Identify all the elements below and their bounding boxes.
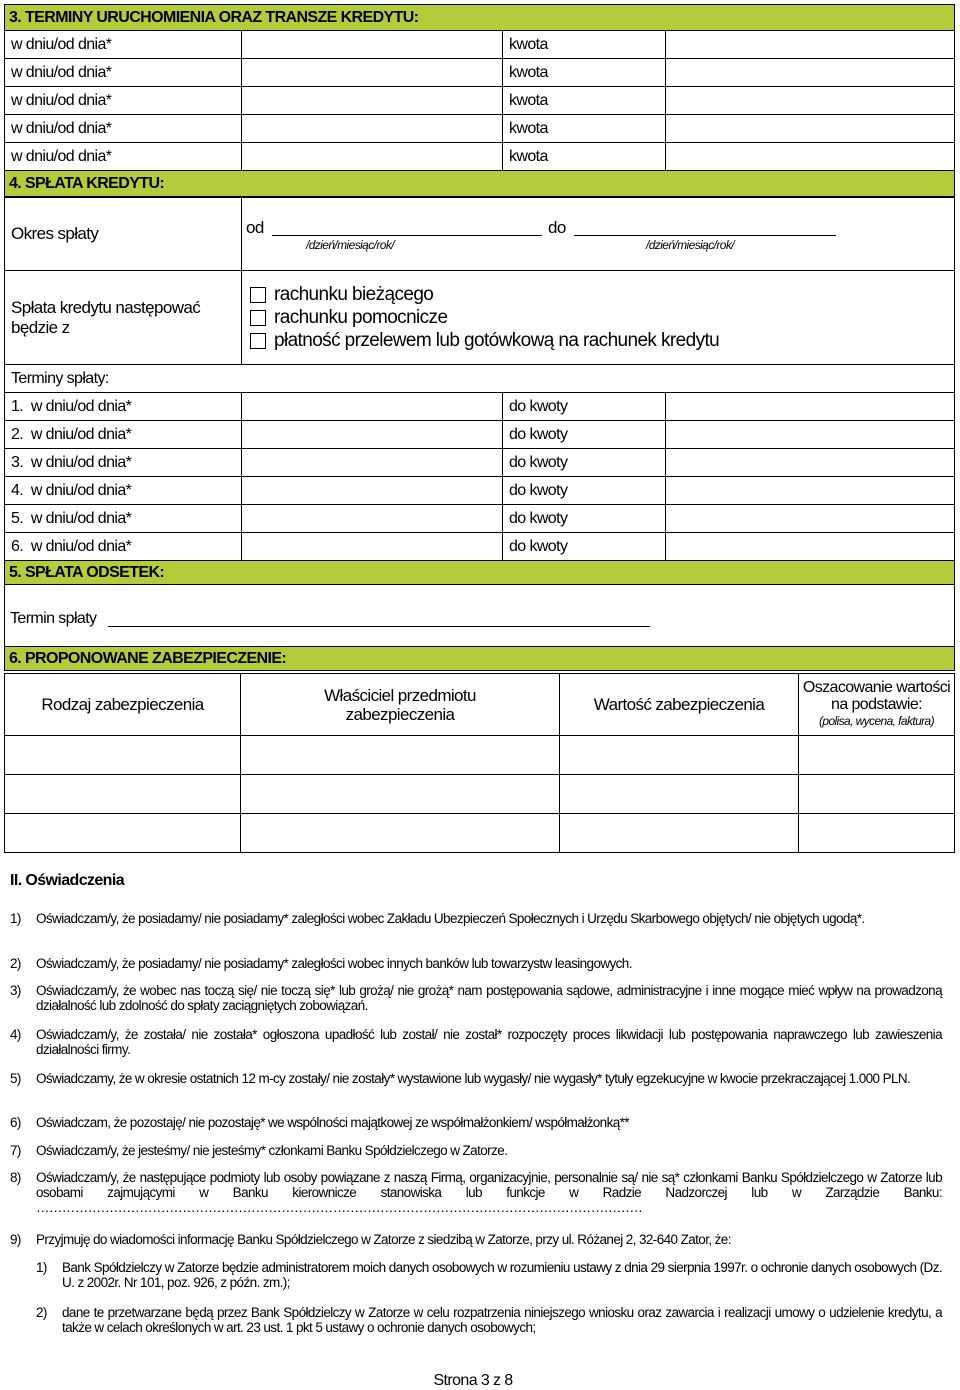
declaration-item: 8) Oświadczam/y, że następujące podmioty lub osoby powiązane z naszą Firmą, organizacyjnie, personalnie są/ nie są* członkami Banku Spółdzielczego w Zatorze lub osobami zajmującymi w Banku kierownicze stanowiska lub funkcje w Radzie Nadzorczej lub w Zarządzie Banku: …………………………………………………………………………………………………………………………… bbox=[10, 1170, 942, 1215]
tranche-amount-field[interactable] bbox=[666, 143, 955, 171]
declaration-item: 9) Przyjmuję do wiadomości informację Banku Spółdzielczego w Zatorze z siedzibą w Zatorze, przy ul. Różanej 2, 32-640 Zator, że: bbox=[10, 1232, 731, 1247]
option-auxiliary-account[interactable]: rachunku pomocnicze bbox=[250, 306, 954, 329]
declaration-item: 4) Oświadczam/y, że została/ nie została* ogłoszona upadłość lub został/ nie został* rozpoczęty proces likwidacji lub postępowania naprawczego lub zawieszenia działalności firmy. bbox=[10, 1027, 942, 1057]
declaration-item: 7) Oświadczam/y, że jesteśmy/ nie jesteśmy* członkami Banku Spółdzielczego w Zatorze. bbox=[10, 1143, 508, 1158]
collateral-cell[interactable] bbox=[560, 814, 799, 853]
section5-title: 5. SPŁATA ODSETEK: bbox=[5, 561, 955, 585]
col-collateral-type: Rodzaj zabezpieczenia bbox=[5, 674, 241, 736]
tranche-amount-field[interactable] bbox=[666, 115, 955, 143]
source-label: Spłata kredytu następować będzie z bbox=[5, 271, 242, 365]
term-row: 2. w dniu/od dnia* do kwoty bbox=[5, 421, 955, 449]
term-date-field[interactable] bbox=[242, 393, 503, 421]
interest-term-line[interactable] bbox=[108, 626, 650, 627]
tranche-amount-field[interactable] bbox=[666, 31, 955, 59]
period-fields bbox=[242, 198, 955, 271]
to-date-hint: /dzień/miesiąc/rok/ bbox=[646, 238, 734, 252]
declaration-subitem: 2) dane te przetwarzane będą przez Bank Spółdzielczy w Zatorze w celu rozpatrzenia niniejszego wniosku oraz zawarcia i realizacji umowy o udzielenie kredytu, a także w celach określonych w art. 23 ust. 1 pkt 5 ustawy o ochronie danych osobowych; bbox=[36, 1305, 942, 1335]
checkbox[interactable] bbox=[250, 333, 266, 349]
period-label: Okres spłaty bbox=[5, 198, 242, 271]
declaration-subitem: 1) Bank Spółdzielczy w Zatorze będzie administratorem moich danych osobowych w rozumieniu ustawy z dnia 29 sierpnia 1997r. o ochronie danych osobowych (Dz. U. z 2002r. Nr 101, poz. 926, z późn. zm.); bbox=[36, 1260, 942, 1290]
section6-title: 6. PROPONOWANE ZABEZPIECZENIE: bbox=[5, 647, 955, 671]
declarations-title: II. Oświadczenia bbox=[10, 872, 125, 889]
section3-table bbox=[4, 4, 955, 197]
source-options bbox=[242, 271, 955, 365]
term-date-field[interactable] bbox=[242, 449, 503, 477]
collateral-cell[interactable] bbox=[799, 775, 955, 814]
term-date-field[interactable] bbox=[242, 505, 503, 533]
tranche-date-field[interactable] bbox=[242, 87, 503, 115]
term-row: 3. w dniu/od dnia* do kwoty bbox=[5, 449, 955, 477]
col-valuation-basis: Oszacowanie wartości na podstawie: (polisa, wycena, faktura) bbox=[799, 674, 955, 736]
from-date-line[interactable] bbox=[272, 235, 542, 236]
term-amount-field[interactable] bbox=[666, 449, 955, 477]
section3-title: 3. TERMINY URUCHOMIENIA ORAZ TRANSZE KREDYTU: bbox=[5, 5, 955, 31]
tranche-row: w dniu/od dnia* kwota bbox=[5, 87, 955, 115]
collateral-cell[interactable] bbox=[5, 814, 241, 853]
collateral-cell[interactable] bbox=[560, 736, 799, 775]
collateral-cell[interactable] bbox=[241, 775, 560, 814]
collateral-cell[interactable] bbox=[241, 736, 560, 775]
interest-term-cell bbox=[5, 585, 955, 647]
term-row: 5. w dniu/od dnia* do kwoty bbox=[5, 505, 955, 533]
term-amount-field[interactable] bbox=[666, 421, 955, 449]
tranche-row: w dniu/od dnia* kwota bbox=[5, 31, 955, 59]
term-date-field[interactable] bbox=[242, 533, 503, 561]
page-number: Strona 3 z 8 bbox=[433, 1372, 513, 1389]
collateral-cell[interactable] bbox=[799, 736, 955, 775]
collateral-cell[interactable] bbox=[560, 775, 799, 814]
declaration-item: 6) Oświadczam, że pozostaję/ nie pozostaję* we wspólności majątkowej ze współmałżonkiem/ współmałżonką** bbox=[10, 1115, 629, 1130]
collateral-cell[interactable] bbox=[241, 814, 560, 853]
collateral-row bbox=[5, 814, 955, 853]
term-amount-field[interactable] bbox=[666, 477, 955, 505]
checkbox[interactable] bbox=[250, 310, 266, 326]
tranche-date-field[interactable] bbox=[242, 31, 503, 59]
checkbox[interactable] bbox=[250, 287, 266, 303]
term-row: 6. w dniu/od dnia* do kwoty bbox=[5, 533, 955, 561]
to-label: do bbox=[548, 218, 566, 237]
declaration-item: 3) Oświadczam/y, że wobec nas toczą się/ nie toczą się* lub grożą/ nie grożą* nam postępowania sądowe, administracyjne i inne mogące mieć wpływ na prowadzoną działalność lub zdolność do spłaty zaciągniętych zobowiązań. bbox=[10, 983, 942, 1013]
tranche-date-field[interactable] bbox=[242, 143, 503, 171]
collateral-cell[interactable] bbox=[5, 736, 241, 775]
col-value: Wartość zabezpieczenia bbox=[560, 674, 799, 736]
term-row: 1. w dniu/od dnia* do kwoty bbox=[5, 393, 955, 421]
col-owner: Właściciel przedmiotu zabezpieczenia bbox=[241, 674, 560, 736]
terms-label: Terminy spłaty: bbox=[5, 365, 955, 393]
term-date-field[interactable] bbox=[242, 421, 503, 449]
from-date-hint: /dzień/miesiąc/rok/ bbox=[306, 238, 394, 252]
term-amount-field[interactable] bbox=[666, 393, 955, 421]
term-date-field[interactable] bbox=[242, 477, 503, 505]
collateral-row bbox=[5, 775, 955, 814]
interest-term-label: Termin spłaty bbox=[10, 610, 97, 627]
tranche-date-field[interactable] bbox=[242, 59, 503, 87]
tranche-date-field[interactable] bbox=[242, 115, 503, 143]
declaration-item: 2) Oświadczam/y, że posiadamy/ nie posiadamy* zaległości wobec innych banków lub towarzystw leasingowych. bbox=[10, 956, 632, 971]
tranche-row: w dniu/od dnia* kwota bbox=[5, 143, 955, 171]
option-current-account[interactable]: rachunku bieżącego bbox=[250, 283, 954, 306]
from-label: od bbox=[246, 218, 264, 237]
to-date-line[interactable] bbox=[574, 235, 836, 236]
section4-title: 4. SPŁATA KREDYTU: bbox=[5, 171, 955, 197]
repayment-terms-table bbox=[4, 364, 955, 671]
collateral-row bbox=[5, 736, 955, 775]
declaration-item: 1) Oświadczam/y, że posiadamy/ nie posiadamy* zaległości wobec Zakładu Ubezpieczeń Społecznych i Urzędu Skarbowego objętych/ nie objętych ugodą*. bbox=[10, 911, 865, 926]
tranche-row: w dniu/od dnia* kwota bbox=[5, 115, 955, 143]
tranche-row: w dniu/od dnia* kwota bbox=[5, 59, 955, 87]
term-row: 4. w dniu/od dnia* do kwoty bbox=[5, 477, 955, 505]
option-transfer-or-cash[interactable]: płatność przelewem lub gotówkową na rachunek kredytu bbox=[250, 329, 954, 352]
section4-period-table bbox=[4, 197, 955, 365]
tranche-amount-field[interactable] bbox=[666, 87, 955, 115]
term-amount-field[interactable] bbox=[666, 533, 955, 561]
collateral-cell[interactable] bbox=[5, 775, 241, 814]
collateral-table bbox=[4, 673, 955, 853]
collateral-cell[interactable] bbox=[799, 814, 955, 853]
declaration-item: 5) Oświadczamy, że w okresie ostatnich 12 m-cy zostały/ nie zostały* wystawione lub wygasły/ nie wygasły* tytuły egzekucyjne w kwocie przekraczającej 1.000 PLN. bbox=[10, 1071, 911, 1086]
term-amount-field[interactable] bbox=[666, 505, 955, 533]
tranche-amount-field[interactable] bbox=[666, 59, 955, 87]
